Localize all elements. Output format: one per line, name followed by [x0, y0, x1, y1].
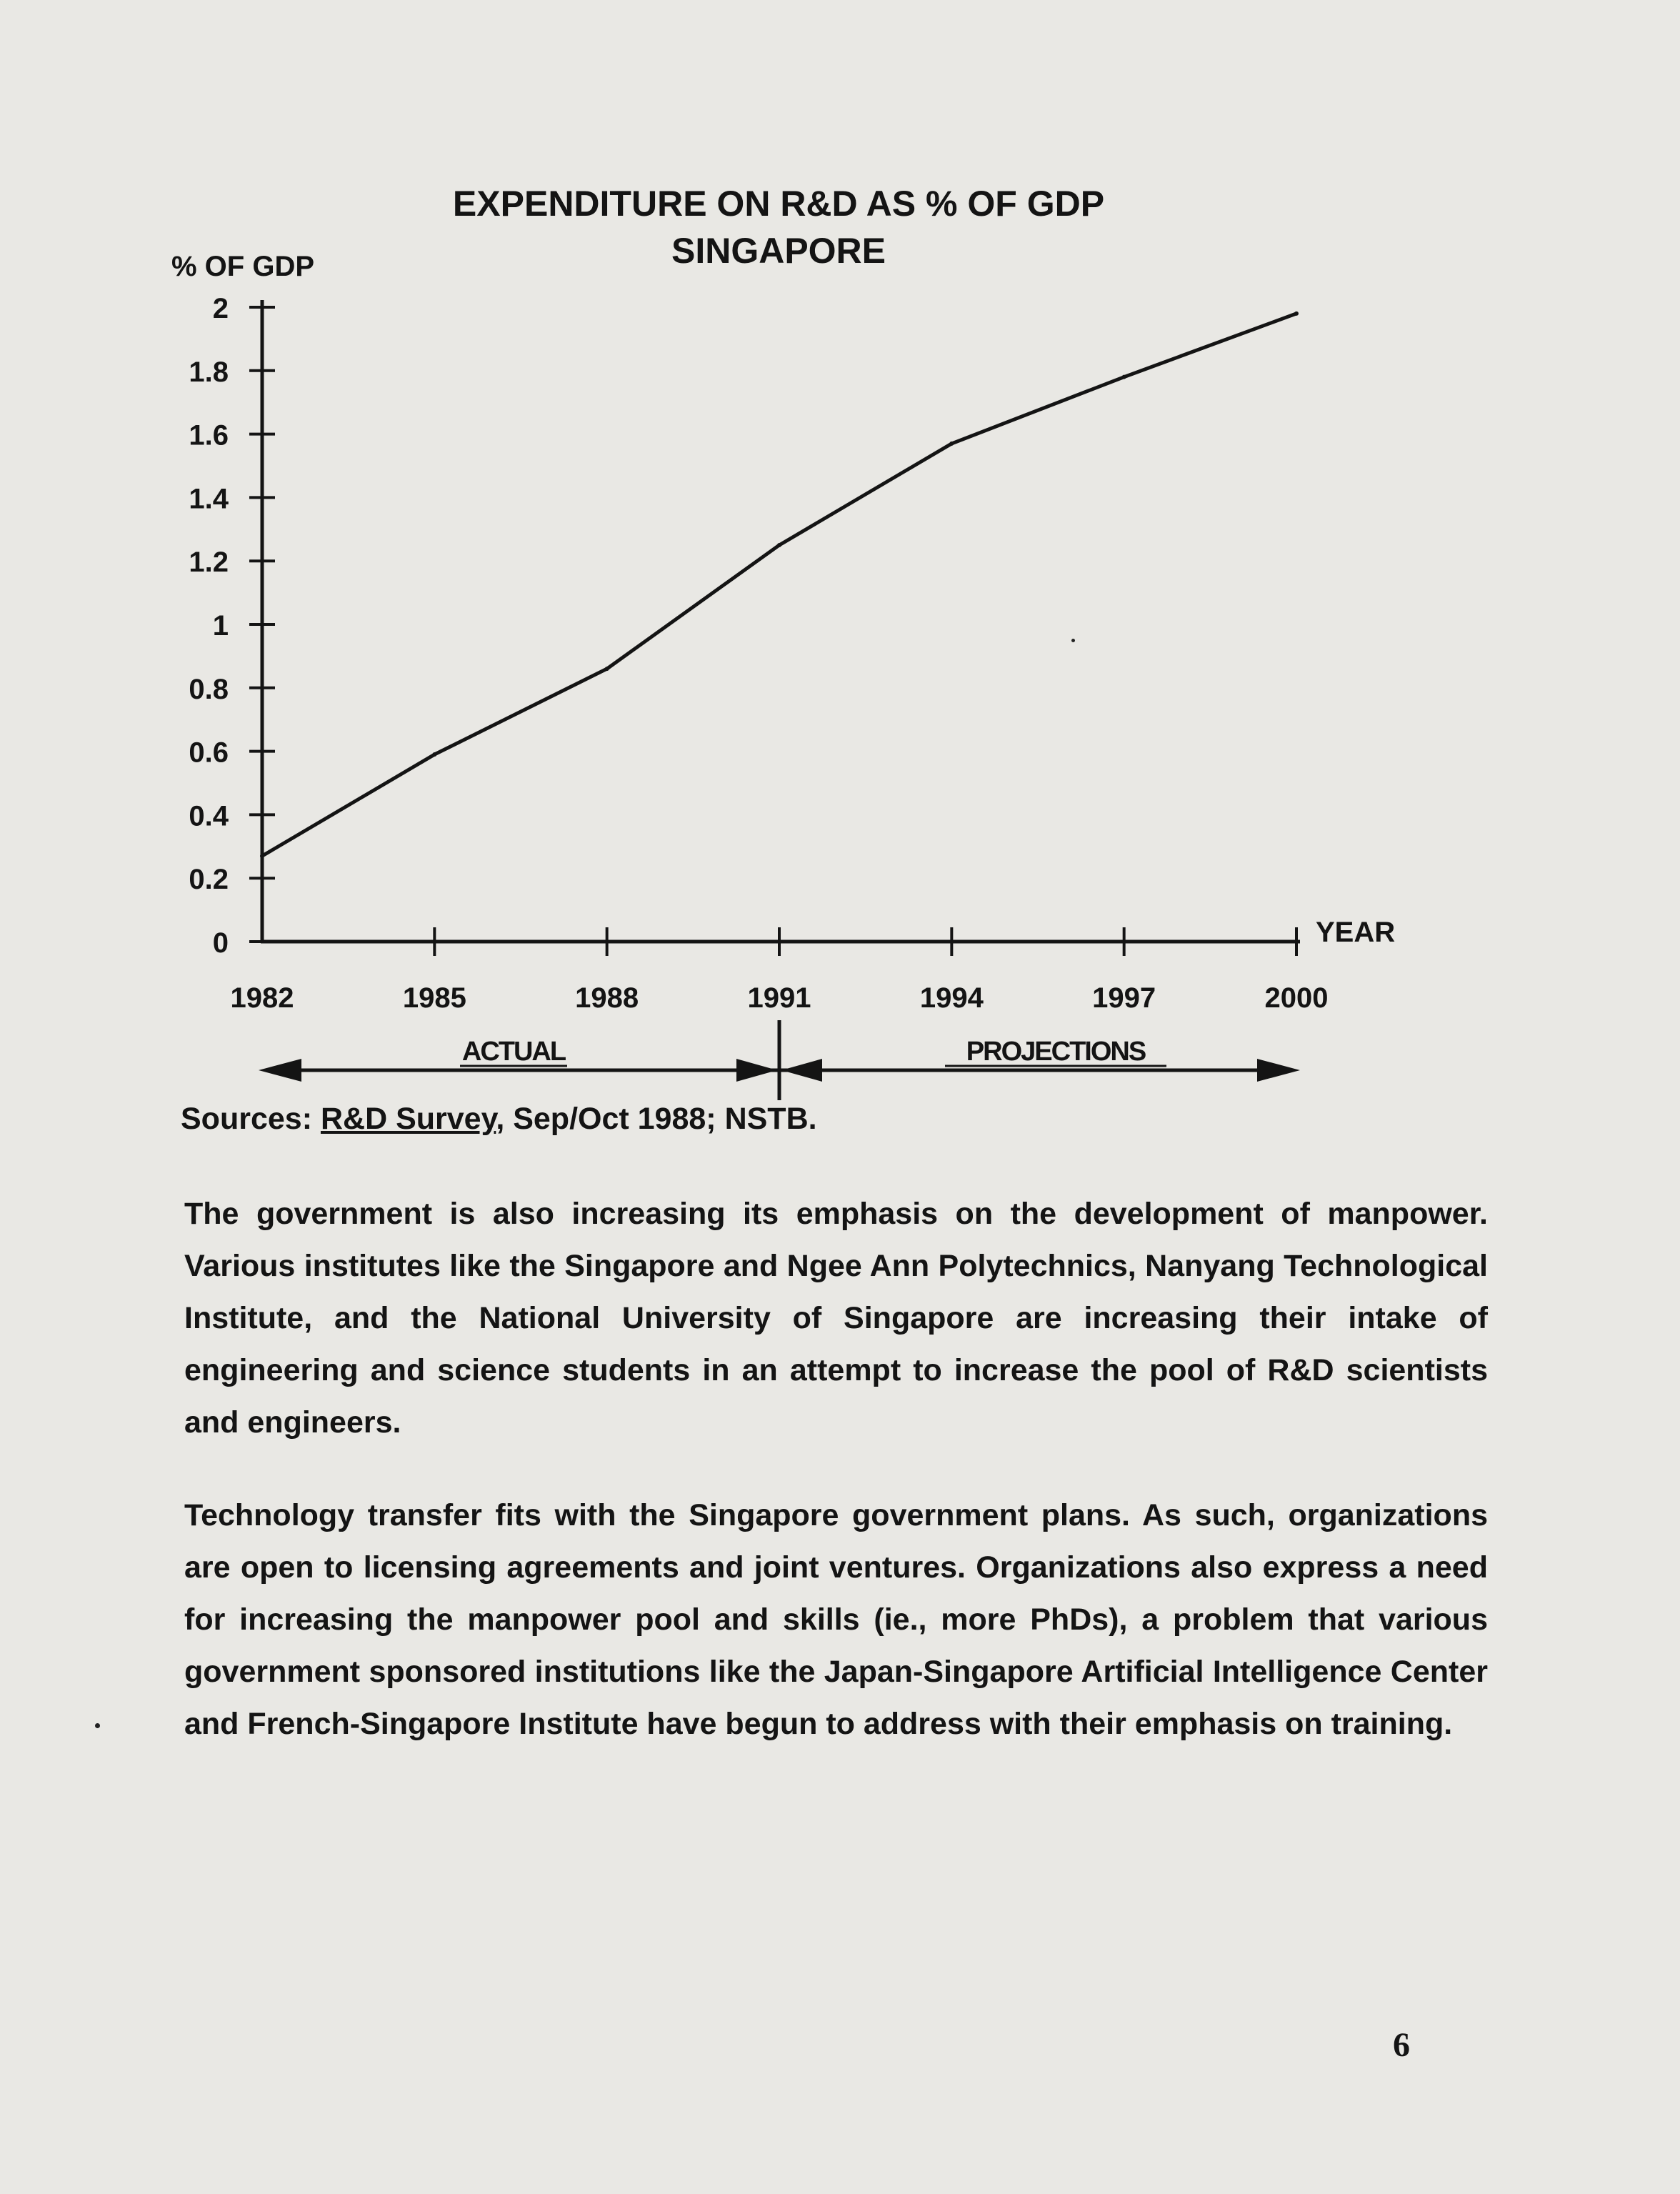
x-tick-label: 1997 — [1092, 982, 1156, 1014]
projections-period-label: PROJECTIONS — [966, 1037, 1146, 1067]
x-axis-label: YEAR — [1316, 917, 1396, 948]
x-tick-label: 2000 — [1264, 982, 1329, 1014]
data-point — [260, 854, 264, 858]
scan-speck — [1071, 639, 1075, 642]
x-tick-label: 1991 — [747, 982, 811, 1014]
data-point — [605, 667, 609, 671]
y-tick-label: 1.8 — [189, 356, 229, 388]
manpower-paragraph: The government is also increasing its emphasis on the development of manpower. Various institutes like the Singapore and Ngee Ann Polytechnics, Nanyang Technological Institute, and the National University of Singapore are increasing their intake of engineering and science students in an attempt to increase the pool of R&D scientists and engineers. — [184, 1197, 1488, 1440]
y-tick-label: 1.2 — [189, 547, 229, 579]
series-line — [262, 314, 1296, 856]
actual-arrowhead-left — [259, 1059, 301, 1082]
y-tick-label: 0.2 — [189, 864, 229, 896]
data-point — [1294, 311, 1299, 316]
chart-title-line-2: SINGAPORE — [671, 231, 886, 271]
data-point — [1122, 375, 1126, 379]
sources-prefix: Sources: — [181, 1102, 321, 1136]
page-number: 6 — [1393, 2026, 1410, 2064]
y-tick-label: 0 — [212, 927, 229, 959]
data-point — [949, 442, 954, 446]
chart-title-line-1: EXPENDITURE ON R&D AS % OF GDP — [452, 184, 1105, 224]
sources-suffix: , Sep/Oct 1988; NSTB. — [496, 1102, 817, 1136]
projection-arrowhead-left — [781, 1059, 822, 1082]
actual-arrowhead-right — [736, 1059, 777, 1082]
x-tick-label: 1985 — [402, 982, 466, 1014]
sources-note — [181, 1102, 817, 1137]
y-tick-label: 0.4 — [189, 800, 229, 832]
y-tick-label: 0.8 — [189, 673, 229, 705]
y-tick-label: 2 — [212, 293, 229, 324]
y-tick-label: 1 — [212, 610, 229, 642]
x-tick-label: 1994 — [919, 982, 984, 1014]
projection-arrowhead-right — [1257, 1059, 1300, 1082]
y-tick-label: 1.4 — [189, 483, 229, 515]
actual-period-label: ACTUAL — [461, 1037, 566, 1067]
scan-speck — [95, 1723, 100, 1728]
y-axis-label: % OF GDP — [171, 251, 315, 282]
sources-survey-name: R&D Survey — [320, 1102, 496, 1136]
y-tick-label: 1.6 — [189, 419, 229, 452]
x-tick-label: 1988 — [575, 982, 639, 1014]
technology-transfer-paragraph: Technology transfer fits with the Singapore government plans. As such, organizations are open to licensing agreements and joint ventures. Organizations also express a need for increasing the manpower pool and skills (ie., more PhDs), a problem that various government sponsored institutions like the Japan-Singapore Artificial Intelligence Center and French-Singapore Institute have begun to address with their emphasis on training. — [184, 1498, 1488, 1741]
data-point — [432, 752, 436, 757]
y-tick-label: 0.6 — [189, 737, 229, 769]
x-tick-label: 1982 — [230, 982, 294, 1014]
data-point — [777, 543, 781, 547]
